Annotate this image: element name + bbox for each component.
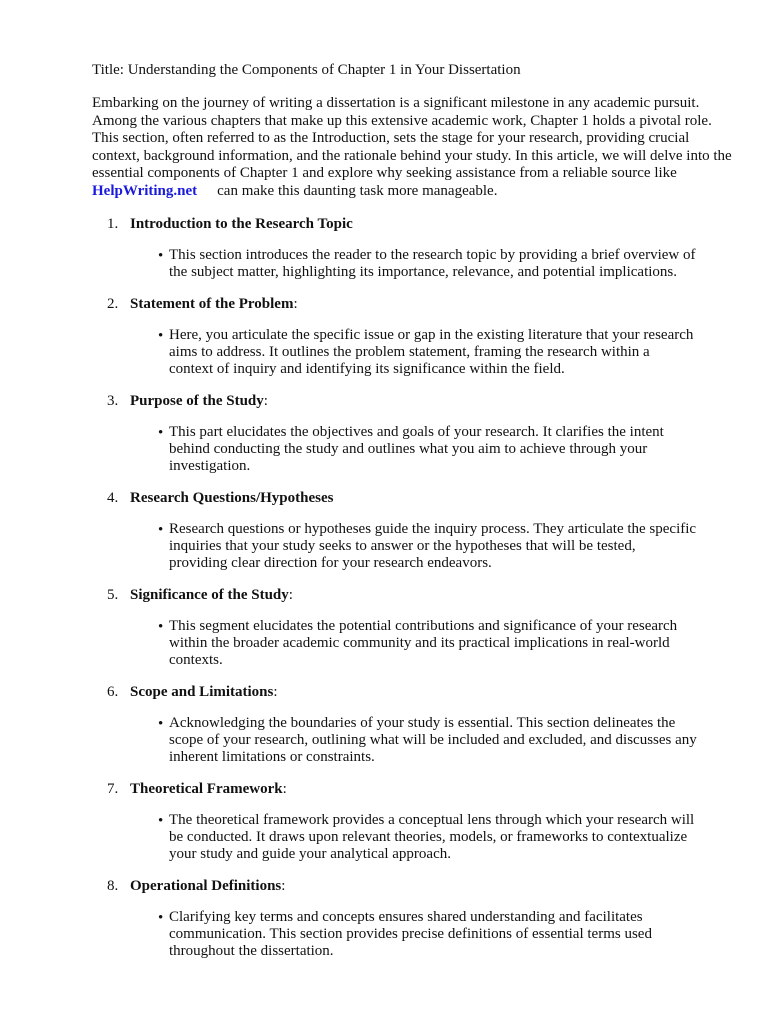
section-heading-text: Purpose of the Study bbox=[130, 392, 264, 409]
section-heading-colon: : bbox=[263, 392, 268, 409]
intro-text-end: can make this daunting task more manageable. bbox=[217, 182, 498, 199]
section-heading-row bbox=[92, 877, 732, 895]
section-heading bbox=[130, 215, 353, 233]
section-bullet bbox=[92, 424, 697, 475]
section-number: 4. bbox=[107, 489, 119, 506]
section-heading-text: Research Questions/Hypotheses bbox=[130, 489, 334, 506]
section-item bbox=[92, 586, 732, 669]
section-bullet bbox=[92, 327, 697, 378]
section-number: 3. bbox=[107, 392, 119, 409]
section-number: 2. bbox=[107, 295, 119, 312]
section-number: 6. bbox=[107, 683, 119, 700]
section-item bbox=[92, 683, 732, 766]
section-item bbox=[92, 215, 732, 281]
section-heading-row bbox=[92, 295, 732, 313]
section-bullet-text: Research questions or hypotheses guide the inquiry process. They articulate the specific inquiries that your study seeks to answer or the hypotheses that will be tested, providing clear direction for your research endeavors. bbox=[169, 520, 697, 571]
section-bullet-text: Acknowledging the boundaries of your study is essential. This section delineates the scope of your research, outlining what will be included and excluded, and discusses any inherent limitations or constraints. bbox=[169, 714, 697, 765]
section-heading-text: Statement of the Problem bbox=[130, 295, 294, 312]
section-heading-text: Scope and Limitations bbox=[130, 683, 274, 700]
section-bullet-text: Clarifying key terms and concepts ensures shared understanding and facilitates communication. This section provides precise definitions of essential terms used throughout the dissertation. bbox=[169, 908, 652, 959]
section-heading-text: Significance of the Study bbox=[130, 586, 289, 603]
section-item bbox=[92, 489, 732, 572]
bullet-icon: • bbox=[158, 715, 164, 732]
section-heading-colon: : bbox=[273, 683, 278, 700]
section-heading-colon: : bbox=[282, 780, 287, 797]
section-heading-colon: : bbox=[281, 877, 286, 894]
section-item bbox=[92, 780, 732, 863]
section-heading-row bbox=[92, 683, 732, 701]
section-heading-text: Introduction to the Research Topic bbox=[130, 215, 353, 232]
bullet-icon: • bbox=[158, 247, 164, 264]
section-list bbox=[92, 215, 732, 960]
helpwriting-link[interactable]: HelpWriting.net bbox=[92, 182, 198, 199]
section-bullet-text: This section introduces the reader to the research topic by providing a brief overview of the subject matter, highlighting its importance, relevance, and potential implications. bbox=[169, 246, 696, 280]
section-heading-text: Operational Definitions bbox=[130, 877, 282, 894]
section-bullet bbox=[92, 247, 697, 281]
section-heading-row bbox=[92, 489, 732, 507]
section-bullet bbox=[92, 812, 697, 863]
bullet-icon: • bbox=[158, 909, 164, 926]
intro-text: Embarking on the journey of writing a dissertation is a significant milestone in any academic pursuit. Among the various chapters that make up this extensive academic work, Chapter 1 holds a pivotal role. This section, often referred to as the Introduction, sets the stage for your research, providing crucial context, background information, and the rationale behind your study. In this article, we will delve into the essential components of Chapter 1 and explore why seeking assistance from a reliable source like bbox=[92, 95, 732, 182]
section-heading bbox=[130, 780, 287, 798]
section-heading-row bbox=[92, 392, 732, 410]
section-number: 5. bbox=[107, 586, 119, 603]
section-number: 8. bbox=[107, 877, 119, 894]
section-heading bbox=[130, 877, 285, 895]
section-heading bbox=[130, 489, 333, 507]
section-heading-colon: : bbox=[293, 295, 298, 312]
section-item bbox=[92, 295, 732, 378]
section-heading-row bbox=[92, 215, 732, 233]
document-page bbox=[92, 61, 732, 974]
section-item bbox=[92, 392, 732, 475]
section-bullet-text: The theoretical framework provides a conceptual lens through which your research will be conducted. It draws upon relevant theories, models, or frameworks to contextualize your study and guide your analytical approach. bbox=[169, 811, 695, 862]
section-bullet bbox=[92, 715, 697, 766]
section-heading bbox=[130, 392, 268, 410]
section-heading-text: Theoretical Framework bbox=[130, 780, 283, 797]
bullet-icon: • bbox=[158, 424, 164, 441]
section-bullet-text: This part elucidates the objectives and goals of your research. It clarifies the intent behind conducting the study and outlines what you aim to achieve through your investigation. bbox=[169, 423, 664, 474]
bullet-icon: • bbox=[158, 618, 164, 635]
section-heading bbox=[130, 683, 278, 701]
section-bullet bbox=[92, 618, 697, 669]
section-number: 1. bbox=[107, 215, 119, 232]
section-item bbox=[92, 877, 732, 960]
bullet-icon: • bbox=[158, 521, 164, 538]
bullet-icon: • bbox=[158, 812, 164, 829]
section-heading-row bbox=[92, 586, 732, 604]
intro-paragraph bbox=[92, 95, 732, 201]
bullet-icon: • bbox=[158, 327, 164, 344]
document-title: Title: Understanding the Components of Chapter 1 in Your Dissertation bbox=[92, 62, 521, 78]
section-heading bbox=[130, 586, 293, 604]
section-heading bbox=[130, 295, 298, 313]
section-bullet-text: Here, you articulate the specific issue or gap in the existing literature that your research aims to address. It outlines the problem statement, framing the research within a context of inquiry and identifying its significance within the field. bbox=[169, 326, 694, 377]
section-heading-row bbox=[92, 780, 732, 798]
section-number: 7. bbox=[107, 780, 119, 797]
section-bullet bbox=[92, 521, 697, 572]
section-bullet-text: This segment elucidates the potential contributions and significance of your research within the broader academic community and its practical implications in real-world contexts. bbox=[169, 617, 678, 668]
section-heading-colon: : bbox=[288, 586, 293, 603]
section-bullet bbox=[92, 909, 697, 960]
